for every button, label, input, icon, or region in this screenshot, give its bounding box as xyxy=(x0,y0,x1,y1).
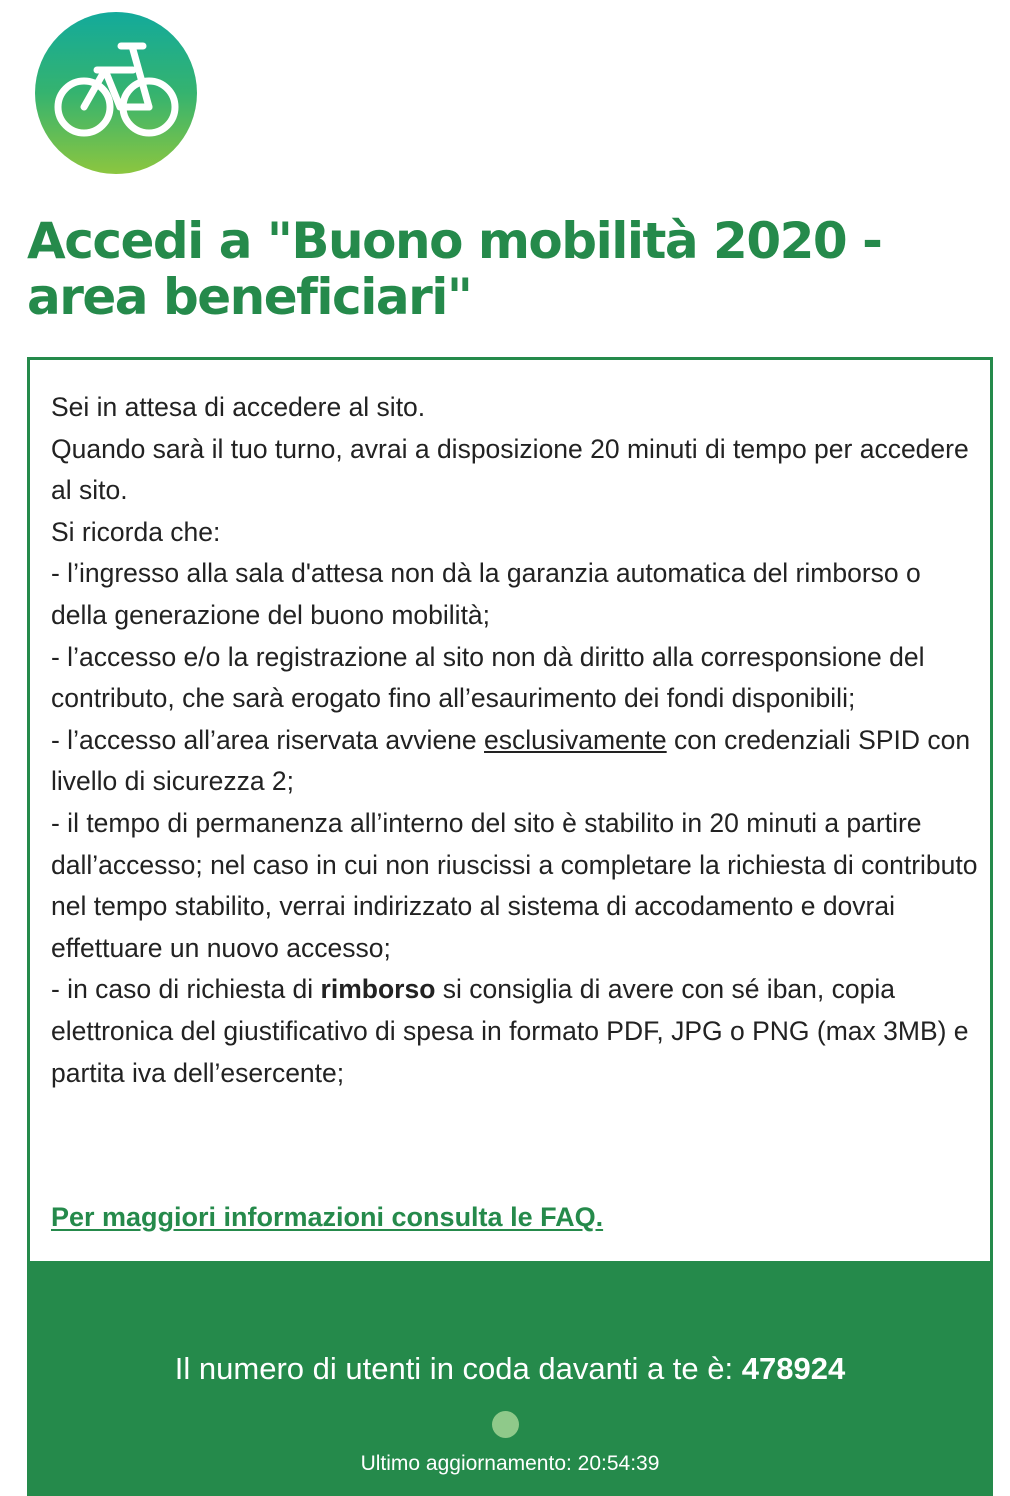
info-bullet: - l’accesso e/o la registrazione al sito non dà diritto alla corresponsione del contributo, che sarà erogato fino all’esaurimento dei fondi disponibili; xyxy=(51,641,925,714)
logo xyxy=(35,12,197,174)
last-update-time: 20:54:39 xyxy=(577,1452,660,1475)
emphasis-bold: rimborso xyxy=(320,974,436,1005)
faq-link[interactable]: Per maggiori informazioni consulta le FAQ. xyxy=(51,1202,604,1232)
info-card xyxy=(27,357,993,1496)
queue-count-text: Il numero di utenti in coda davanti a te è: 478924 xyxy=(174,1351,846,1386)
info-text xyxy=(51,387,981,1094)
info-line: Quando sarà il tuo turno, avrai a disposizione 20 minuti di tempo per accedere al sito. xyxy=(51,433,969,506)
info-bullet: - in caso di richiesta di rimborso si consiglia di avere con sé iban, copia elettronica del giustificativo di spesa in formato PDF, JPG o PNG (max 3MB) e partita iva dell’esercente; xyxy=(51,974,969,1088)
emphasis-underline: esclusivamente xyxy=(484,724,667,755)
queue-panel xyxy=(27,1261,993,1496)
info-line: Si ricorda che: xyxy=(51,516,221,547)
queue-count: 478924 xyxy=(741,1351,846,1386)
status-dot-icon xyxy=(492,1411,519,1438)
info-bullet: - l’accesso all’area riservata avviene esclusivamente con credenziali SPID con livello di sicurezza 2; xyxy=(51,724,971,797)
bicycle-icon xyxy=(35,12,197,174)
info-bullet: - l’ingresso alla sala d'attesa non dà la garanzia automatica del rimborso o della generazione del buono mobilità; xyxy=(51,558,921,630)
page-title: Accedi a "Buono mobilità 2020 - area beneficiari" xyxy=(27,212,882,326)
info-line: Sei in attesa di accedere al sito. xyxy=(51,392,426,422)
last-update: Ultimo aggiornamento: 20:54:39 xyxy=(360,1452,660,1475)
info-bullet: - il tempo di permanenza all’interno del sito è stabilito in 20 minuti a partire dall’accesso; nel caso in cui non riuscissi a completare la richiesta di contributo nel tempo stabilito, verrai indirizzato al sistema di accodamento e dovrai effettuare un nuovo accesso; xyxy=(51,807,978,963)
